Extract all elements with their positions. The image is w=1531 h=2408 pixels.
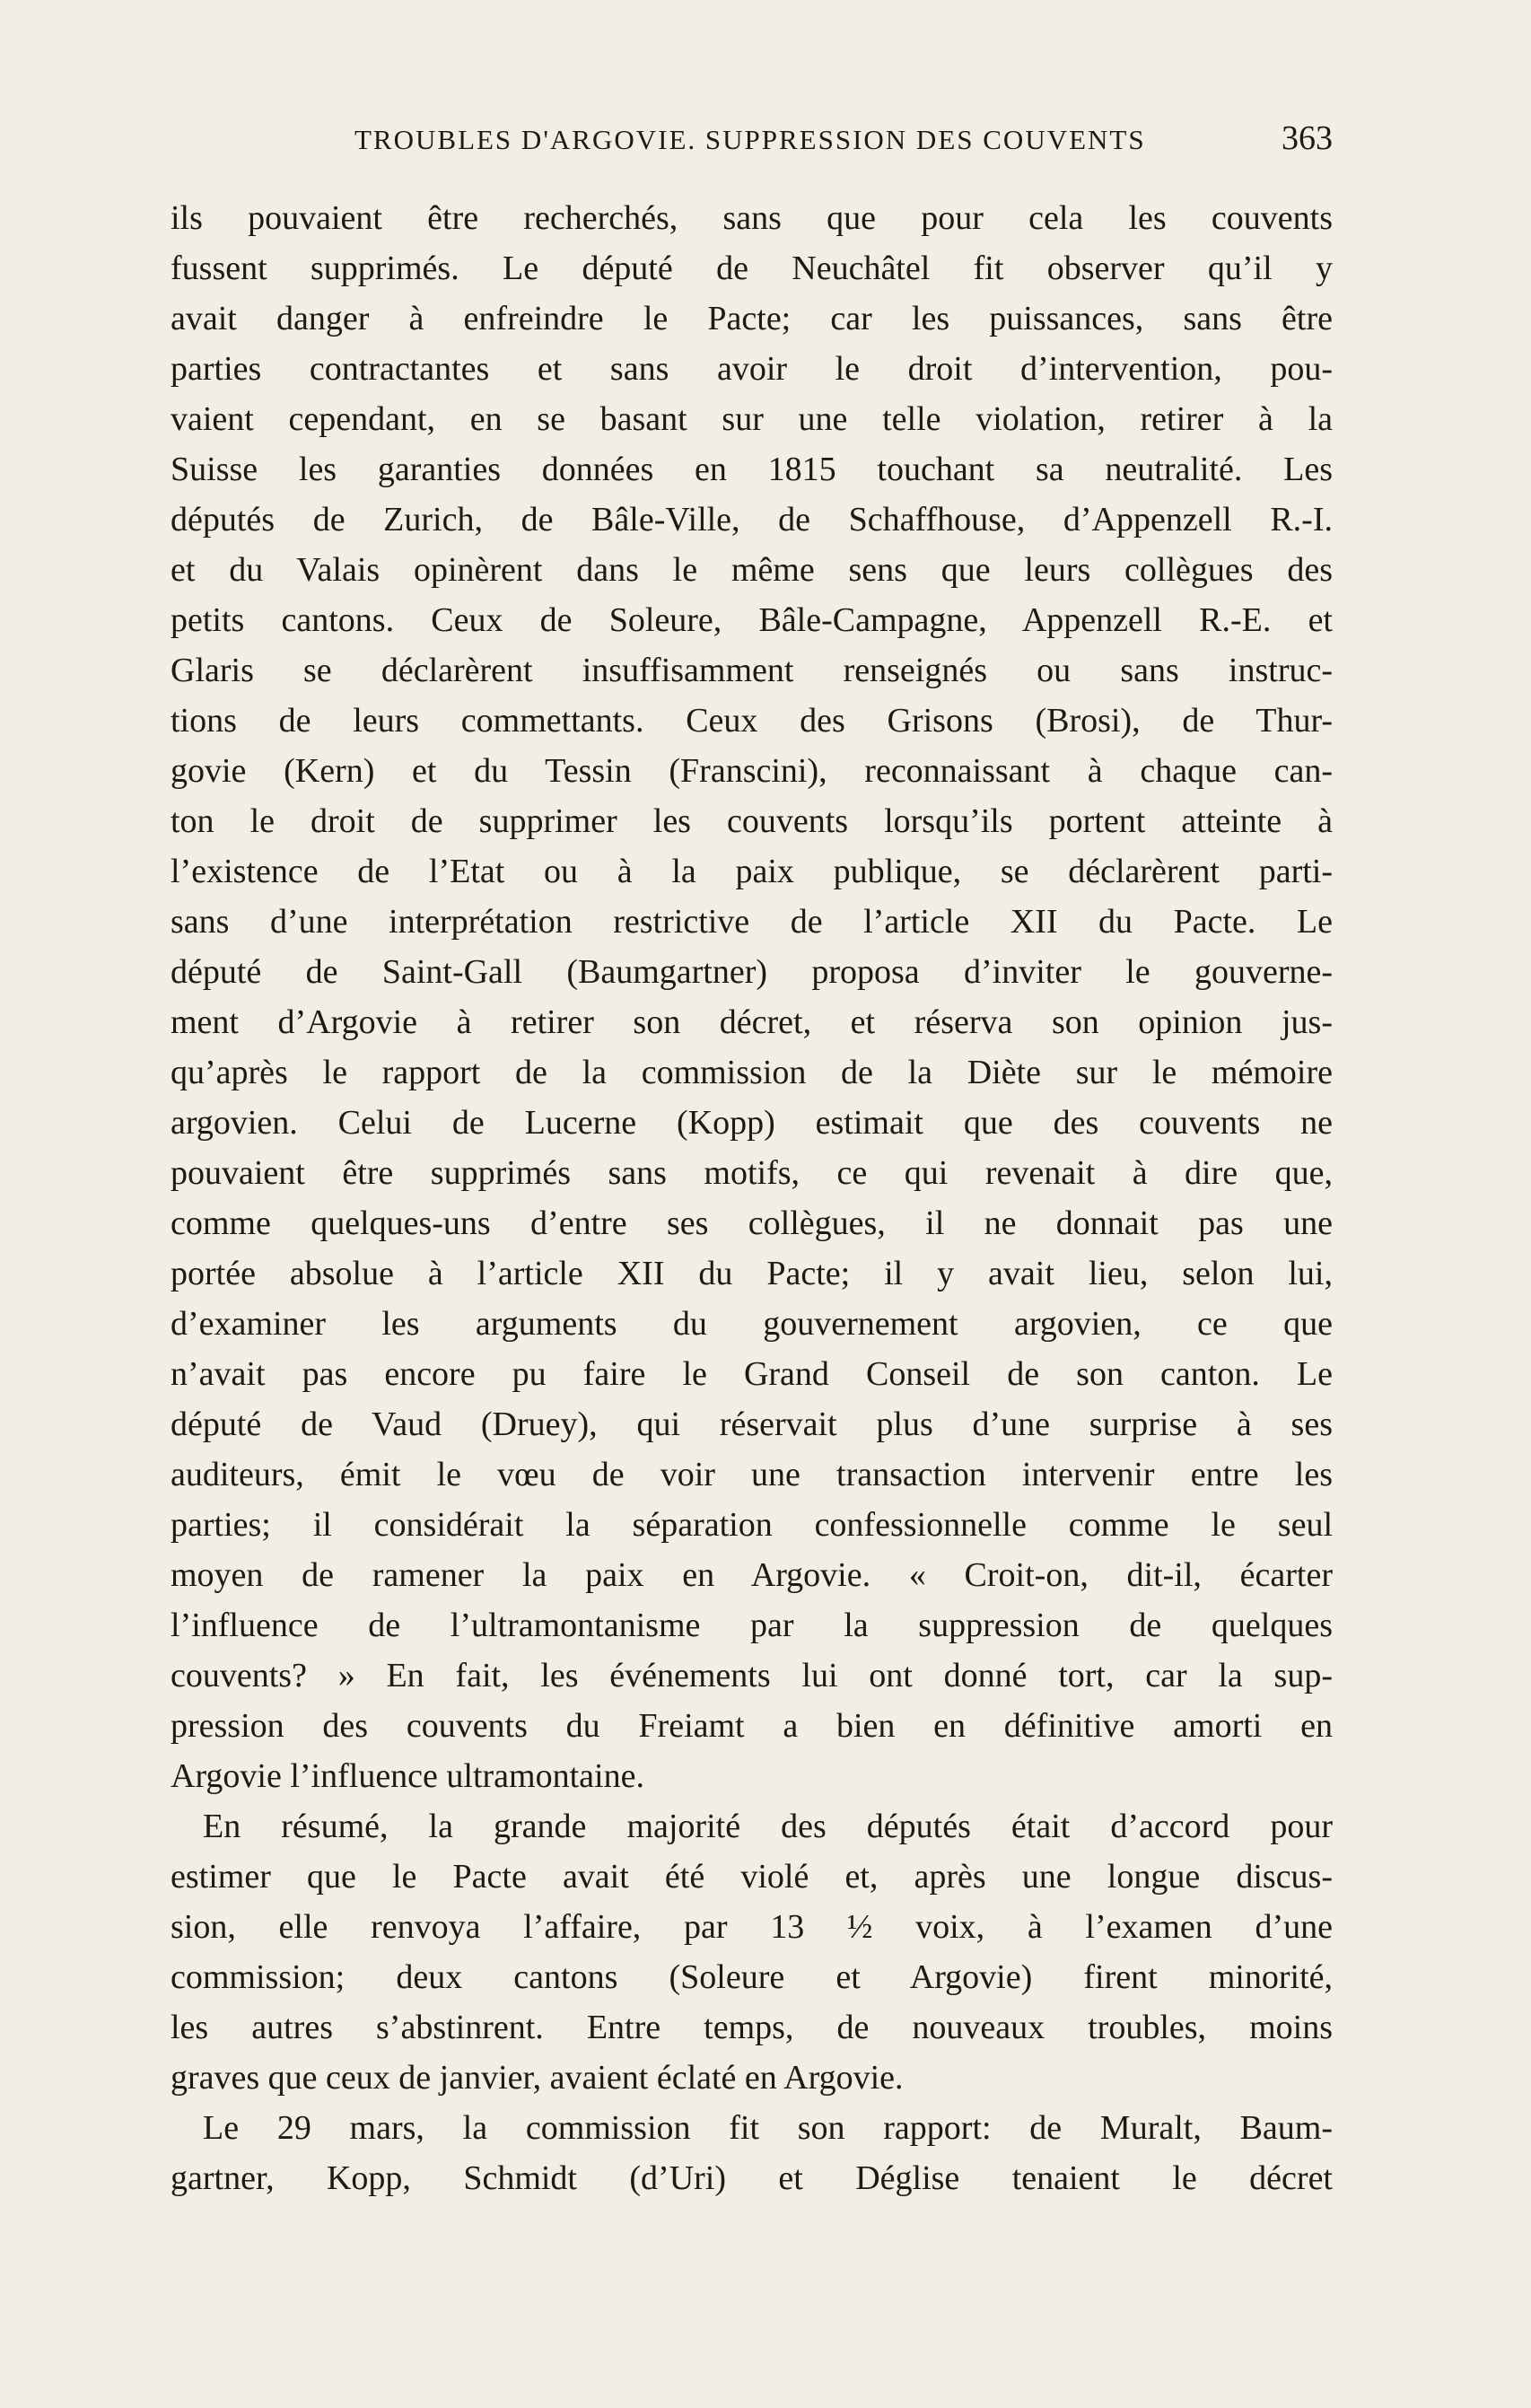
text-line: d’examiner les arguments du gouvernement argovien, ce que [171, 1305, 1333, 1343]
text-line: fussent supprimés. Le député de Neuchâtel fit observer qu’il y [171, 250, 1333, 287]
text-line: auditeurs, émit le vœu de voir une transaction intervenir entre les [171, 1456, 1333, 1493]
text-line: Glaris se déclarèrent insuffisamment renseignés ou sans instruc- [171, 652, 1333, 689]
text-line: pression des couvents du Freiamt a bien en définitive amorti en [171, 1707, 1333, 1745]
text-line: sion, elle renvoya l’affaire, par 13 ½ voix, à l’examen d’une [171, 1908, 1333, 1946]
text-line: l’existence de l’Etat ou à la paix publique, se déclarèrent parti- [171, 853, 1333, 890]
text-line: gartner, Kopp, Schmidt (d’Uri) et Déglise tenaient le décret [171, 2159, 1333, 2197]
text-line: vaient cependant, en se basant sur une telle violation, retirer à la [171, 400, 1333, 438]
text-line: l’influence de l’ultramontanisme par la suppression de quelques [171, 1607, 1333, 1644]
text-line: n’avait pas encore pu faire le Grand Conseil de son canton. Le [171, 1355, 1333, 1393]
text-line: commission; deux cantons (Soleure et Argovie) firent minorité, [171, 1958, 1333, 1996]
text-line: Suisse les garanties données en 1815 touchant sa neutralité. Les [171, 451, 1333, 488]
text-line: ment d’Argovie à retirer son décret, et réserva son opinion jus- [171, 1003, 1333, 1041]
text-line: comme quelques-uns d’entre ses collègues, il ne donnait pas une [171, 1204, 1333, 1242]
text-line: ils pouvaient être recherchés, sans que pour cela les couvents [171, 199, 1333, 237]
text-line: petits cantons. Ceux de Soleure, Bâle-Campagne, Appenzell R.-E. et [171, 601, 1333, 639]
text-line: portée absolue à l’article XII du Pacte; il y avait lieu, selon lui, [171, 1255, 1333, 1292]
text-line: qu’après le rapport de la commission de la Diète sur le mémoire [171, 1054, 1333, 1091]
text-line: estimer que le Pacte avait été violé et, après une longue discus- [171, 1858, 1333, 1896]
running-title: TROUBLES D'ARGOVIE. SUPPRESSION DES COUVENTS [354, 124, 1146, 155]
text-line: députés de Zurich, de Bâle-Ville, de Schaffhouse, d’Appenzell R.-I. [171, 501, 1333, 539]
paragraph-start-line: Le 29 mars, la commission fit son rapport: de Muralt, Baum- [203, 2109, 1333, 2147]
text-line: couvents? » En fait, les événements lui ont donné tort, car la sup- [171, 1657, 1333, 1694]
text-line: les autres s’abstinrent. Entre temps, de nouveaux troubles, moins [171, 2009, 1333, 2046]
text-line: et du Valais opinèrent dans le même sens que leurs collègues des [171, 551, 1333, 589]
running-head [171, 119, 1333, 169]
paragraph-end-line: graves que ceux de janvier, avaient éclaté en Argovie. [171, 2059, 904, 2097]
text-line: député de Saint-Gall (Baumgartner) proposa d’inviter le gouverne- [171, 953, 1333, 991]
text-line: sans d’une interprétation restrictive de l’article XII du Pacte. Le [171, 903, 1333, 941]
page-number: 363 [1282, 119, 1333, 157]
text-line: avait danger à enfreindre le Pacte; car les puissances, sans être [171, 300, 1333, 337]
text-line: pouvaient être supprimés sans motifs, ce qui revenait à dire que, [171, 1154, 1333, 1192]
paragraph-end-line: Argovie l’influence ultramontaine. [171, 1757, 644, 1795]
text-line: tions de leurs commettants. Ceux des Grisons (Brosi), de Thur- [171, 702, 1333, 740]
text-line: parties contractantes et sans avoir le droit d’intervention, pou- [171, 350, 1333, 388]
text-line: parties; il considérait la séparation confessionnelle comme le seul [171, 1506, 1333, 1544]
text-line: moyen de ramener la paix en Argovie. « Croit-on, dit-il, écarter [171, 1556, 1333, 1594]
body-text [171, 193, 1333, 2203]
text-line: argovien. Celui de Lucerne (Kopp) estimait que des couvents ne [171, 1104, 1333, 1142]
text-line: govie (Kern) et du Tessin (Franscini), reconnaissant à chaque can- [171, 752, 1333, 790]
paragraph-start-line: En résumé, la grande majorité des députés était d’accord pour [203, 1808, 1333, 1845]
text-line: ton le droit de supprimer les couvents lorsqu’ils portent atteinte à [171, 802, 1333, 840]
text-line: député de Vaud (Druey), qui réservait plus d’une surprise à ses [171, 1405, 1333, 1443]
